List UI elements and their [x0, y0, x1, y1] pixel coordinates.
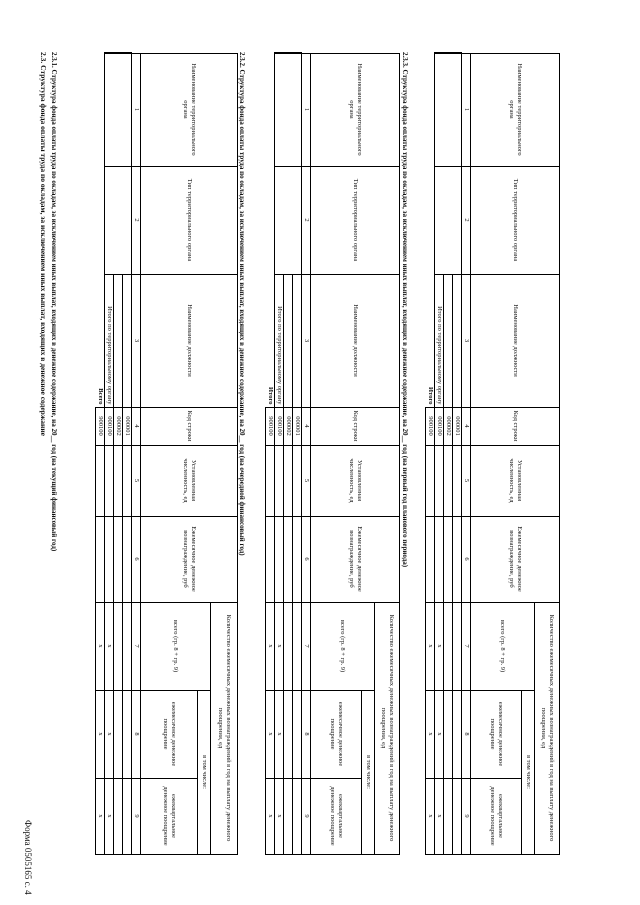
subtotal-code: 000100	[105, 407, 114, 445]
col-num: 2	[302, 166, 311, 274]
subtotal-label: Итого по территориальному органу	[275, 274, 284, 407]
header-code: Код строки	[311, 407, 400, 445]
fot-table-2	[265, 52, 400, 855]
col-num: 4	[132, 407, 141, 445]
col-num: 2	[132, 166, 141, 274]
header-monthly-bonus: ежемесячное денежное поощрение	[141, 690, 198, 778]
header-qty: Количество ежемесячных денежных вознаграждений в год на выплату денежного поощрения, ед	[375, 602, 400, 854]
col-num: 5	[132, 445, 141, 516]
total-row	[266, 53, 275, 854]
header-monthly-comp: Ежемесячное денежное вознаграждение, руб	[471, 516, 560, 602]
header-quarterly-bonus: ежеквартальное денежное поощрение	[141, 778, 198, 854]
header-monthly-comp: Ежемесячное денежное вознаграждение, руб	[311, 516, 400, 602]
table-row	[293, 53, 302, 854]
col-num: 3	[302, 274, 311, 407]
col-num: 7	[132, 602, 141, 690]
header-position: Наименование должности	[471, 274, 560, 407]
total-code: 900100	[266, 407, 275, 445]
total-label: Всего	[96, 274, 105, 407]
header-code: Код строки	[471, 407, 560, 445]
total-row	[96, 53, 105, 854]
x-mark: x	[426, 778, 435, 854]
subtotal-label: Итого по территориальному органу	[435, 274, 444, 407]
col-num: 6	[132, 516, 141, 602]
x-mark: x	[105, 690, 114, 778]
row-code: 000002	[114, 407, 123, 445]
header-name-org: Наименование территориального органа	[141, 53, 238, 166]
section-heading: 2.3. Структура фонда оплаты труда по окладам, за исключением иных выплат, входящих в денежное содержание	[39, 52, 48, 437]
subtotal-code: 000100	[435, 407, 444, 445]
total-row	[426, 53, 435, 854]
col-num: 1	[132, 53, 141, 166]
x-mark: x	[105, 778, 114, 854]
form-number-label: Форма 0505165 с. 4	[23, 820, 33, 895]
header-incl: в том числе:	[198, 690, 211, 854]
table-section-1	[95, 52, 238, 853]
header-staff: Установленная численность, ед	[471, 445, 560, 516]
x-mark: x	[96, 602, 105, 690]
table-row	[123, 53, 132, 854]
header-total: всего (гр. 8 + гр. 9)	[311, 602, 375, 690]
table-section-2	[265, 52, 400, 853]
total-label: Итого	[426, 274, 435, 407]
fot-table-3	[425, 52, 560, 855]
header-quarterly-bonus: ежеквартальное денежное поощрение	[471, 778, 522, 854]
x-mark: x	[435, 778, 444, 854]
col-num: 3	[132, 274, 141, 407]
header-name-org: Наименование территориального органа	[311, 53, 400, 166]
col-num: 9	[132, 778, 141, 854]
x-mark: x	[105, 602, 114, 690]
col-num: 6	[302, 516, 311, 602]
subtotal-label: Итого по территориальному органу	[105, 274, 114, 407]
x-mark: x	[435, 602, 444, 690]
row-code: 000001	[123, 407, 132, 445]
x-mark: x	[96, 690, 105, 778]
col-num: 3	[462, 274, 471, 407]
col-num: 1	[302, 53, 311, 166]
subsection-title-1: 2.3.1. Структура фонда оплаты труда по окладам, за исключением иных выплат, входящих в денежное содержание, на 20__ год (на текущий финансовый год)	[50, 52, 58, 552]
header-total: всего (гр. 8 + гр. 9)	[471, 602, 535, 690]
header-monthly-bonus: ежемесячное денежное поощрение	[471, 690, 522, 778]
header-type-org: Тип территориального органа	[471, 166, 560, 274]
header-staff: Установленная численность, ед	[141, 445, 238, 516]
header-qty: Количество ежемесячных денежных вознаграждений в год на выплату денежного поощрения, ед	[535, 602, 560, 854]
x-mark: x	[96, 778, 105, 854]
header-position: Наименование должности	[311, 274, 400, 407]
table-section-3	[425, 52, 560, 853]
x-mark: x	[426, 690, 435, 778]
col-num: 5	[302, 445, 311, 516]
header-monthly-comp: Ежемесячное денежное вознаграждение, руб	[141, 516, 238, 602]
header-qty: Количество ежемесячных денежных вознаграждений в год на выплату денежного поощрения, ед	[211, 602, 238, 854]
col-num: 7	[462, 602, 471, 690]
col-num: 2	[462, 166, 471, 274]
total-code: 900100	[96, 407, 105, 445]
col-num: 9	[302, 778, 311, 854]
col-num: 9	[462, 778, 471, 854]
fot-table-1	[95, 52, 238, 855]
row-code: 000002	[444, 407, 453, 445]
total-code: 900100	[426, 407, 435, 445]
x-mark: x	[435, 690, 444, 778]
row-code: 000001	[293, 407, 302, 445]
row-code: 000002	[284, 407, 293, 445]
x-mark: x	[426, 602, 435, 690]
col-num: 8	[462, 690, 471, 778]
header-monthly-bonus: ежемесячное денежное поощрение	[311, 690, 362, 778]
header-staff: Установленная численность, ед	[311, 445, 400, 516]
x-mark: x	[275, 602, 284, 690]
x-mark: x	[275, 690, 284, 778]
col-num: 4	[302, 407, 311, 445]
header-code: Код строки	[141, 407, 238, 445]
x-mark: x	[266, 778, 275, 854]
header-incl: в том числе:	[362, 690, 375, 854]
header-quarterly-bonus: ежеквартальное денежное поощрение	[311, 778, 362, 854]
x-mark: x	[275, 778, 284, 854]
subtotal-code: 000100	[275, 407, 284, 445]
col-num: 4	[462, 407, 471, 445]
col-num: 6	[462, 516, 471, 602]
col-num: 5	[462, 445, 471, 516]
header-type-org: Тип территориального органа	[141, 166, 238, 274]
header-total: всего (гр. 8 + гр. 9)	[141, 602, 211, 690]
col-num: 1	[462, 53, 471, 166]
col-num: 8	[302, 690, 311, 778]
subsection-title-3: 2.3.3. Структура фонда оплаты труда по окладам, за исключением иных выплат, входящих в денежное содержание, на 20__ год (на первый год планового периода)	[401, 52, 409, 568]
col-num: 7	[302, 602, 311, 690]
header-type-org: Тип территориального органа	[311, 166, 400, 274]
total-label: Итого	[266, 274, 275, 407]
x-mark: x	[266, 690, 275, 778]
x-mark: x	[266, 602, 275, 690]
row-code: 000001	[453, 407, 462, 445]
table-row	[453, 53, 462, 854]
col-num: 8	[132, 690, 141, 778]
header-incl: в том числе:	[522, 690, 535, 854]
header-position: Наименование должности	[141, 274, 238, 407]
subsection-title-2: 2.3.2. Структура фонда оплаты труда по окладам, за исключением иных выплат, входящих в денежное содержание, на 20__ год (на очередной финансовый год)	[238, 52, 246, 556]
header-name-org: Наименование территориального органа	[471, 53, 560, 166]
